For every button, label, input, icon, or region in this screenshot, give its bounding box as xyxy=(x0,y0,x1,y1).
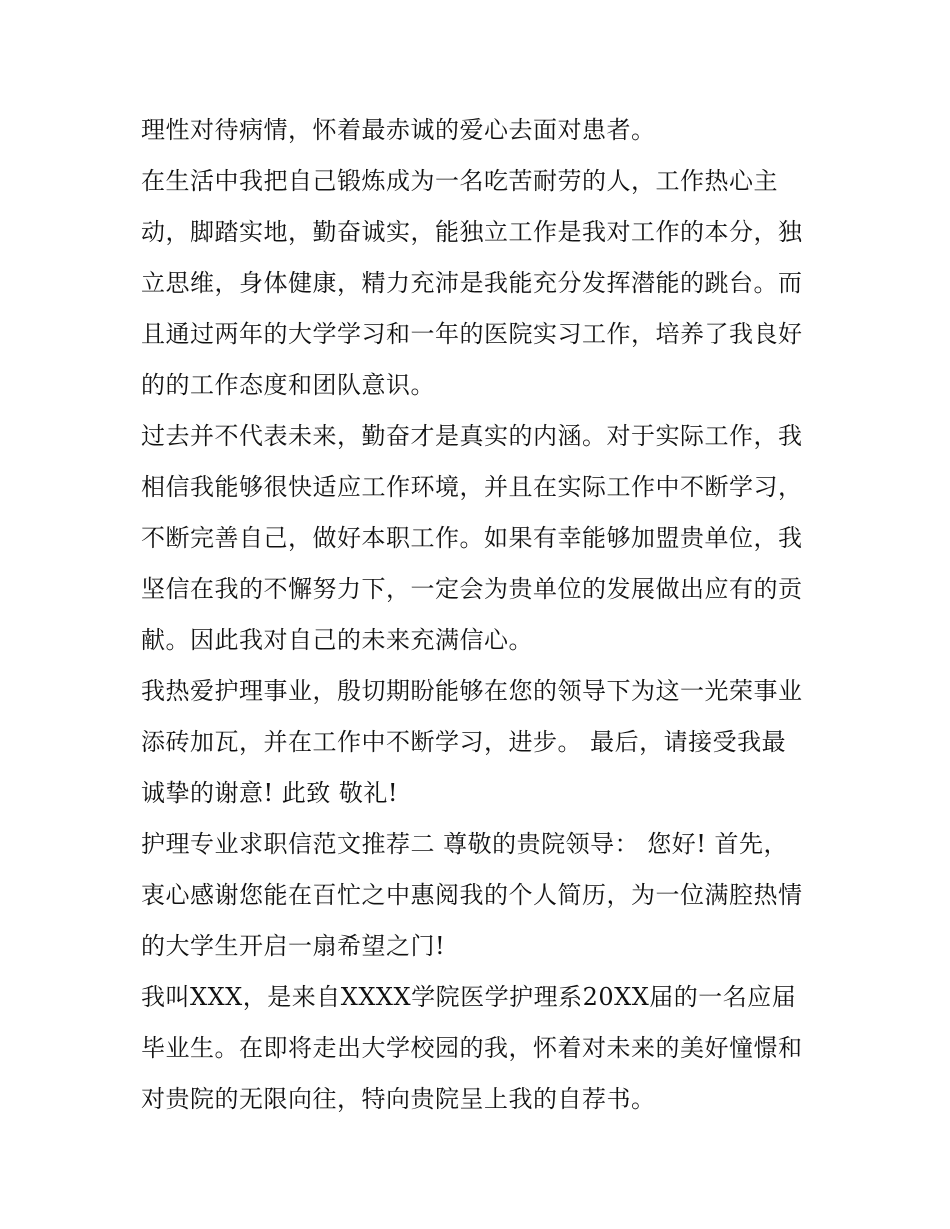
text-line: 且通过两年的大学学习和一年的医院实习工作，培养了我良好 xyxy=(141,320,803,348)
document-body xyxy=(141,105,813,1125)
text-line: 添砖加瓦，并在工作中不断学习，进步。 最后，请接受我最 xyxy=(141,728,787,756)
text-line: 诚挚的谢意! 此致 敬礼! xyxy=(141,779,399,807)
text-line: 动，脚踏实地，勤奋诚实，能独立工作是我对工作的本分，独 xyxy=(141,218,803,246)
text-line: 过去并不代表未来，勤奋才是真实的内涵。对于实际工作，我 xyxy=(141,422,803,450)
text-line: 衷心感谢您能在百忙之中惠阅我的个人简历，为一位满腔热情 xyxy=(141,881,803,909)
text-line: 立思维，身体健康，精力充沛是我能充分发挥潜能的跳台。而 xyxy=(141,269,803,297)
text-line: 的的工作态度和团队意识。 xyxy=(141,371,435,399)
text-line: 我热爱护理事业，殷切期盼能够在您的领导下为这一光荣事业 xyxy=(141,677,803,705)
text-line: 毕业生。在即将走出大学校园的我，怀着对未来的美好憧憬和 xyxy=(141,1034,803,1062)
text-line: 理性对待病情，怀着最赤诚的爱心去面对患者。 xyxy=(141,116,656,144)
text-line: 护理专业求职信范文推荐二 尊敬的贵院领导： 您好! 首先， xyxy=(141,830,789,858)
text-line: 坚信在我的不懈努力下，一定会为贵单位的发展做出应有的贡 xyxy=(141,575,803,603)
text-line: 相信我能够很快适应工作环境，并且在实际工作中不断学习， xyxy=(141,473,803,501)
text-line: 不断完善自己，做好本职工作。如果有幸能够加盟贵单位，我 xyxy=(141,524,803,552)
text-line: 在生活中我把自己锻炼成为一名吃苦耐劳的人，工作热心主 xyxy=(141,167,778,195)
text-line: 我叫XXX，是来自XXXX学院医学护理系20XX届的一名应届 xyxy=(141,983,797,1011)
text-line: 的大学生开启一扇希望之门! xyxy=(141,932,446,960)
text-line: 对贵院的无限向往，特向贵院呈上我的自荐书。 xyxy=(141,1085,656,1113)
text-line: 献。因此我对自己的未来充满信心。 xyxy=(141,626,533,654)
